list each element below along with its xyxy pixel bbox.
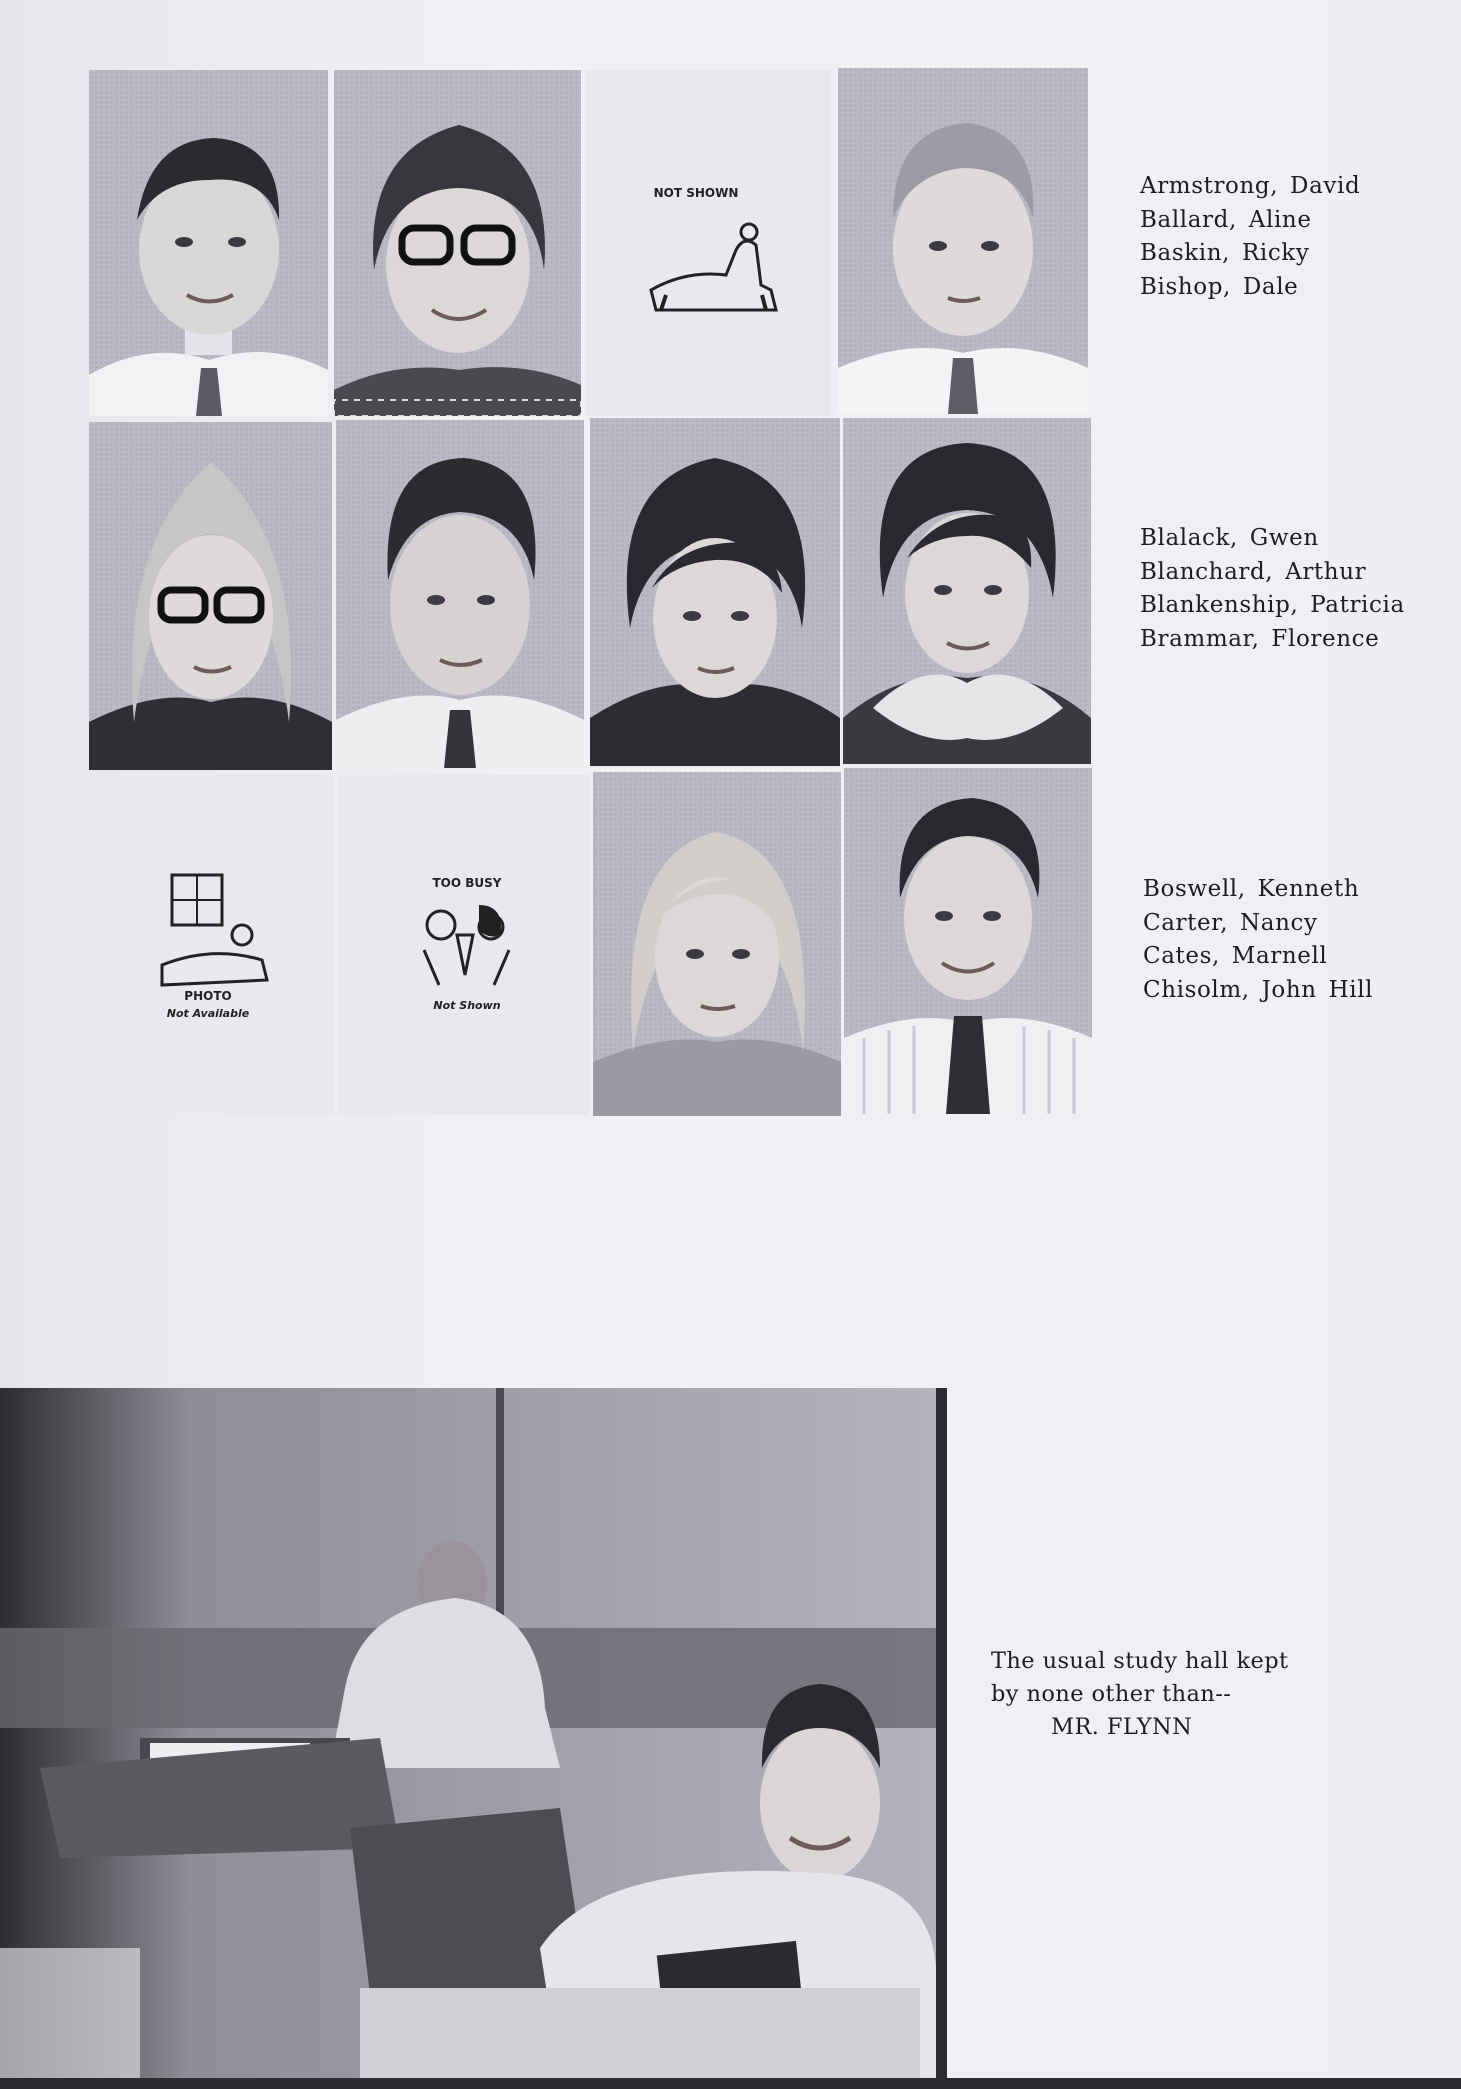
portrait-photo: [89, 70, 328, 416]
reclining-cartoon-icon: [586, 70, 831, 416]
student-name: Carter, Nancy: [1143, 909, 1318, 936]
portrait-photo: [843, 418, 1091, 764]
placeholder-top-text: PHOTO: [184, 989, 232, 1003]
student-name: Armstrong, David: [1140, 173, 1361, 199]
milkshake-couple-cartoon-icon: [339, 775, 590, 1115]
placeholder-tile: [339, 775, 590, 1115]
portrait-photo: [590, 418, 840, 766]
student-name: Chisolm, John Hill: [1143, 976, 1374, 1003]
caption-line: The usual study hall kept: [991, 1648, 1289, 1674]
caption-line: by none other than--: [991, 1681, 1232, 1707]
page-edge-shadow: [0, 2078, 1461, 2089]
caption-teacher-name: MR. FLYNN: [1051, 1714, 1193, 1740]
photo-caption: [991, 1645, 1288, 1744]
student-name: Baskin, Ricky: [1140, 240, 1310, 266]
student-name: Ballard, Aline: [1140, 206, 1312, 233]
student-name: Blanchard, Arthur: [1140, 558, 1367, 585]
names-list-row-3: [1143, 873, 1373, 1007]
placeholder-tile: [92, 775, 333, 1115]
placeholder-top-text: NOT SHOWN: [653, 186, 739, 200]
student-name: Blankenship, Patricia: [1140, 592, 1405, 618]
placeholder-top-text: TOO BUSY: [432, 876, 502, 890]
names-list-row-2: [1140, 522, 1405, 656]
portrait-photo: [334, 70, 581, 416]
student-name: Brammar, Florence: [1140, 625, 1380, 652]
portrait-photo: [593, 772, 841, 1116]
student-name: Bishop, Dale: [1140, 273, 1299, 300]
student-name: Blalack, Gwen: [1140, 525, 1319, 551]
student-name: Boswell, Kenneth: [1143, 876, 1360, 902]
portrait-photo: [838, 68, 1088, 414]
names-list-row-1: [1140, 170, 1360, 304]
placeholder-bottom-text: Not Shown: [433, 999, 501, 1012]
placeholder-tile: [586, 70, 831, 416]
portrait-photo: [844, 768, 1092, 1114]
placeholder-bottom-text: Not Available: [166, 1007, 250, 1020]
portrait-photo: [89, 422, 332, 770]
study-hall-photo: [0, 1388, 947, 2078]
window-bed-cartoon-icon: [92, 775, 333, 1115]
student-name: Cates, Marnell: [1143, 943, 1328, 969]
portrait-photo: [336, 420, 584, 768]
